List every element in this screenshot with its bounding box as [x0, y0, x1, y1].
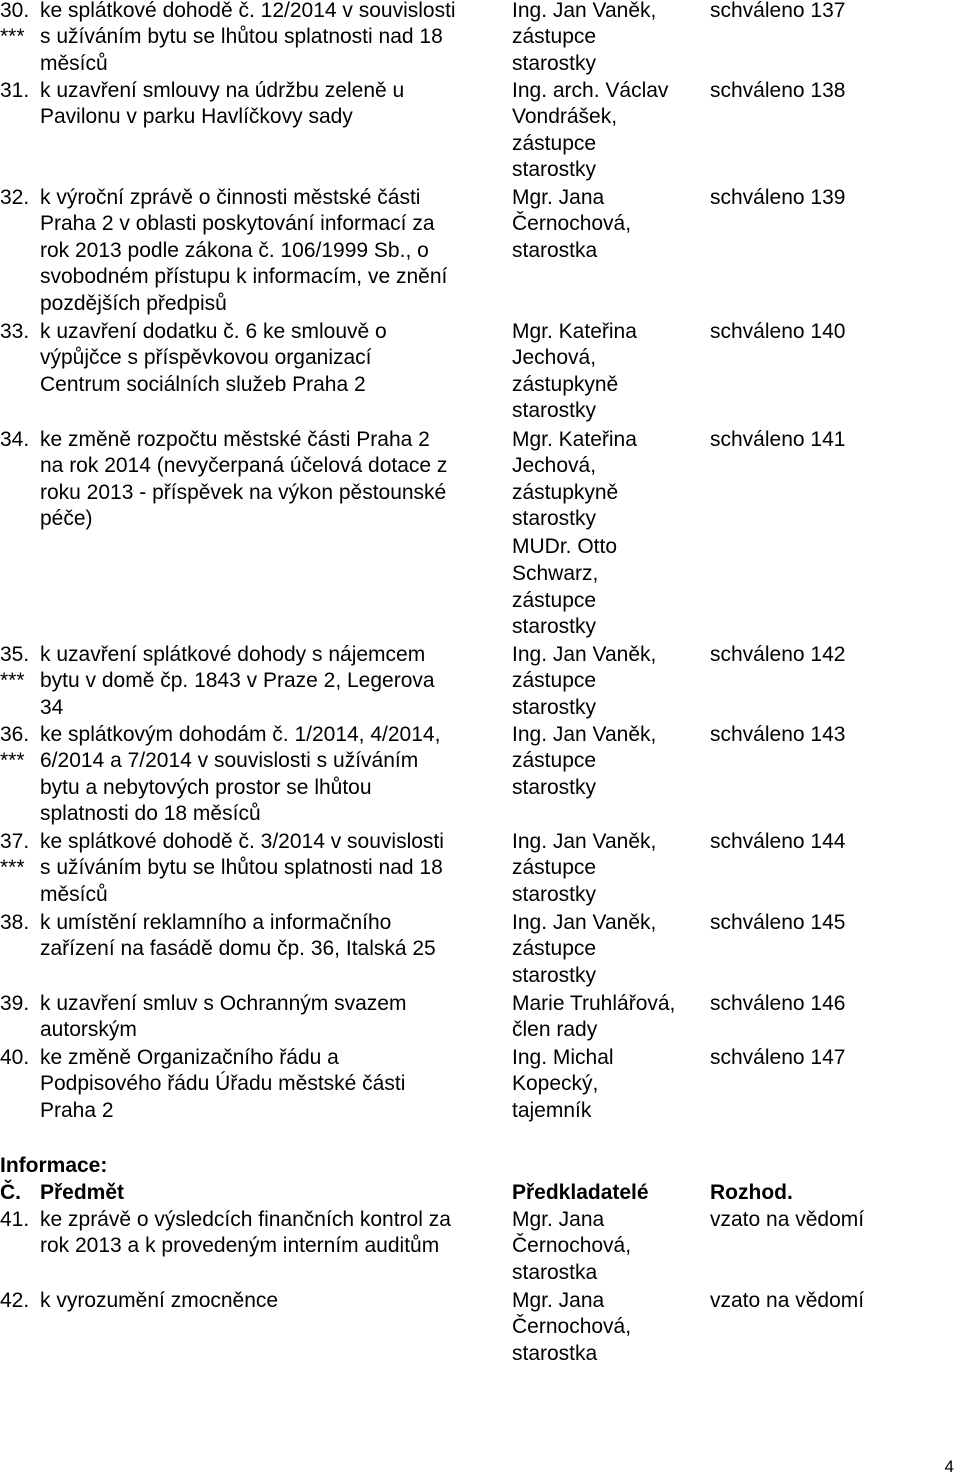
- item-submitter-line: Ing. Jan Vaněk,: [512, 643, 657, 666]
- item-result: schváleno 139: [710, 186, 846, 209]
- item-submitter-line: Schwarz,: [512, 562, 599, 585]
- item-submitter-line: Černochová,: [512, 1315, 632, 1338]
- item-submitter-line: Černochová,: [512, 1234, 632, 1257]
- item-number: 38.: [0, 911, 30, 934]
- item-subject-line: s užíváním bytu se lhůtou splatnosti nad 18: [40, 25, 443, 48]
- item-submitter-line: tajemník: [512, 1099, 592, 1122]
- item-subject-line: ke splátkovým dohodám č. 1/2014, 4/2014,: [40, 723, 441, 746]
- item-submitter-line: Mgr. Jana: [512, 186, 605, 209]
- column-header-subject: Předmět: [40, 1181, 125, 1204]
- item-subject-line: 6/2014 a 7/2014 v souvislosti s užíváním: [40, 749, 419, 772]
- item-number: 36.: [0, 723, 30, 746]
- column-header-number: Č.: [0, 1181, 21, 1204]
- item-subject-line: k uzavření smluv s Ochranným svazem: [40, 992, 407, 1015]
- item-subject-line: k výroční zprávě o činnosti městské části: [40, 186, 421, 209]
- item-submitter-line: starostky: [512, 776, 597, 799]
- item-submitter-line: zástupkyně: [512, 481, 619, 504]
- item-subject-line: k uzavření dodatku č. 6 ke smlouvě o: [40, 320, 387, 343]
- item-subject-line: ke splátkové dohodě č. 12/2014 v souvislosti: [40, 0, 456, 22]
- item-marker: ***: [0, 25, 25, 48]
- item-submitter-line: starostky: [512, 52, 597, 75]
- item-number: 42.: [0, 1289, 30, 1312]
- item-result: schváleno 142: [710, 643, 846, 666]
- item-submitter-line: Jechová,: [512, 346, 597, 369]
- item-submitter-line: Vondrášek,: [512, 105, 618, 128]
- item-subject-line: péče): [40, 507, 93, 530]
- item-submitter-line: zástupce: [512, 589, 597, 612]
- column-header-result: Rozhod.: [710, 1181, 793, 1204]
- item-submitter-line: starostky: [512, 158, 597, 181]
- item-submitter-line: starostky: [512, 399, 597, 422]
- item-number: 35.: [0, 643, 30, 666]
- item-number: 37.: [0, 830, 30, 853]
- item-result: schváleno 144: [710, 830, 846, 853]
- item-subject-line: Centrum sociálních služeb Praha 2: [40, 373, 366, 396]
- item-submitter-line: starostky: [512, 615, 597, 638]
- item-subject-line: k vyrozumění zmocněnce: [40, 1289, 279, 1312]
- item-result: schváleno 140: [710, 320, 846, 343]
- item-number: 33.: [0, 320, 30, 343]
- item-result: schváleno 138: [710, 79, 846, 102]
- item-marker: ***: [0, 856, 25, 879]
- item-submitter-line: starostka: [512, 1342, 598, 1365]
- item-number: 32.: [0, 186, 30, 209]
- item-subject-line: s užíváním bytu se lhůtou splatnosti nad 18: [40, 856, 443, 879]
- item-subject-line: pozdějších předpisů: [40, 292, 227, 315]
- item-subject-line: roku 2013 - příspěvek na výkon pěstounské: [40, 481, 447, 504]
- item-submitter-line: Ing. Michal: [512, 1046, 614, 1069]
- item-subject-line: Pavilonu v parku Havlíčkovy sady: [40, 105, 353, 128]
- item-subject-line: měsíců: [40, 883, 108, 906]
- item-subject-line: bytu v domě čp. 1843 v Praze 2, Legerova: [40, 669, 435, 692]
- item-subject-line: splatnosti do 18 měsíců: [40, 802, 261, 825]
- item-submitter-line: Jechová,: [512, 454, 597, 477]
- item-subject-line: Podpisového řádu Úřadu městské části: [40, 1072, 406, 1095]
- item-marker: ***: [0, 749, 25, 772]
- item-result: schváleno 147: [710, 1046, 846, 1069]
- item-submitter-line: zástupce: [512, 856, 597, 879]
- item-marker: ***: [0, 669, 25, 692]
- item-submitter-line: Mgr. Jana: [512, 1208, 605, 1231]
- item-subject-line: autorským: [40, 1018, 137, 1041]
- item-submitter-line: zástupce: [512, 749, 597, 772]
- item-subject-line: na rok 2014 (nevyčerpaná účelová dotace z: [40, 454, 448, 477]
- item-result: schváleno 141: [710, 428, 846, 451]
- item-number: 34.: [0, 428, 30, 451]
- item-subject-line: svobodném přístupu k informacím, ve znění: [40, 265, 448, 288]
- item-submitter-line: starostka: [512, 239, 598, 262]
- item-subject-line: k umístění reklamního a informačního: [40, 911, 392, 934]
- item-submitter-line: starostka: [512, 1261, 598, 1284]
- item-subject-line: rok 2013 a k provedeným interním auditům: [40, 1234, 440, 1257]
- item-submitter-line: zástupce: [512, 669, 597, 692]
- item-subject-line: Praha 2: [40, 1099, 114, 1122]
- item-submitter-line: starostky: [512, 696, 597, 719]
- item-result: vzato na vědomí: [710, 1208, 865, 1231]
- item-submitter-line: zástupce: [512, 132, 597, 155]
- item-submitter-line: Ing. Jan Vaněk,: [512, 830, 657, 853]
- item-subject-line: 34: [40, 696, 64, 719]
- item-subject-line: bytu a nebytových prostor se lhůtou: [40, 776, 372, 799]
- item-submitter-line: MUDr. Otto: [512, 535, 618, 558]
- item-submitter-line: Ing. Jan Vaněk,: [512, 911, 657, 934]
- page-number: 4: [944, 1457, 954, 1476]
- item-submitter-line: starostky: [512, 964, 597, 987]
- item-submitter-line: zástupce: [512, 937, 597, 960]
- item-subject-line: ke změně rozpočtu městské části Praha 2: [40, 428, 430, 451]
- item-number: 39.: [0, 992, 30, 1015]
- item-result: schváleno 137: [710, 0, 846, 22]
- column-header-submitter: Předkladatelé: [512, 1181, 649, 1204]
- section-heading: Informace:: [0, 1154, 108, 1177]
- item-subject-line: ke splátkové dohodě č. 3/2014 v souvislosti: [40, 830, 444, 853]
- item-result: schváleno 143: [710, 723, 846, 746]
- item-number: 41.: [0, 1208, 30, 1231]
- item-submitter-line: Mgr. Kateřina: [512, 320, 637, 343]
- item-submitter-line: Ing. Jan Vaněk,: [512, 0, 657, 22]
- item-subject-line: ke změně Organizačního řádu a: [40, 1046, 339, 1069]
- item-subject-line: výpůjčce s příspěvkovou organizací: [40, 346, 372, 369]
- item-submitter-line: zástupce: [512, 25, 597, 48]
- item-number: 40.: [0, 1046, 30, 1069]
- item-subject-line: zařízení na fasádě domu čp. 36, Italská 25: [40, 937, 436, 960]
- item-number: 31.: [0, 79, 30, 102]
- item-result: schváleno 145: [710, 911, 846, 934]
- item-subject-line: rok 2013 podle zákona č. 106/1999 Sb., o: [40, 239, 429, 262]
- item-result: vzato na vědomí: [710, 1289, 865, 1312]
- item-subject-line: ke zprávě o výsledcích finančních kontrol za: [40, 1208, 451, 1231]
- item-subject-line: k uzavření smlouvy na údržbu zeleně u: [40, 79, 405, 102]
- item-subject-line: Praha 2 v oblasti poskytování informací za: [40, 212, 435, 235]
- item-submitter-line: Mgr. Kateřina: [512, 428, 637, 451]
- item-submitter-line: starostky: [512, 883, 597, 906]
- item-submitter-line: Mgr. Jana: [512, 1289, 605, 1312]
- item-subject-line: k uzavření splátkové dohody s nájemcem: [40, 643, 426, 666]
- item-submitter-line: člen rady: [512, 1018, 598, 1041]
- item-submitter-line: Ing. Jan Vaněk,: [512, 723, 657, 746]
- item-submitter-line: starostky: [512, 507, 597, 530]
- item-subject-line: měsíců: [40, 52, 108, 75]
- item-submitter-line: Černochová,: [512, 212, 632, 235]
- item-submitter-line: Ing. arch. Václav: [512, 79, 669, 102]
- item-result: schváleno 146: [710, 992, 846, 1015]
- item-submitter-line: Kopecký,: [512, 1072, 599, 1095]
- item-number: 30.: [0, 0, 30, 22]
- item-submitter-line: Marie Truhlářová,: [512, 992, 676, 1015]
- item-submitter-line: zástupkyně: [512, 373, 619, 396]
